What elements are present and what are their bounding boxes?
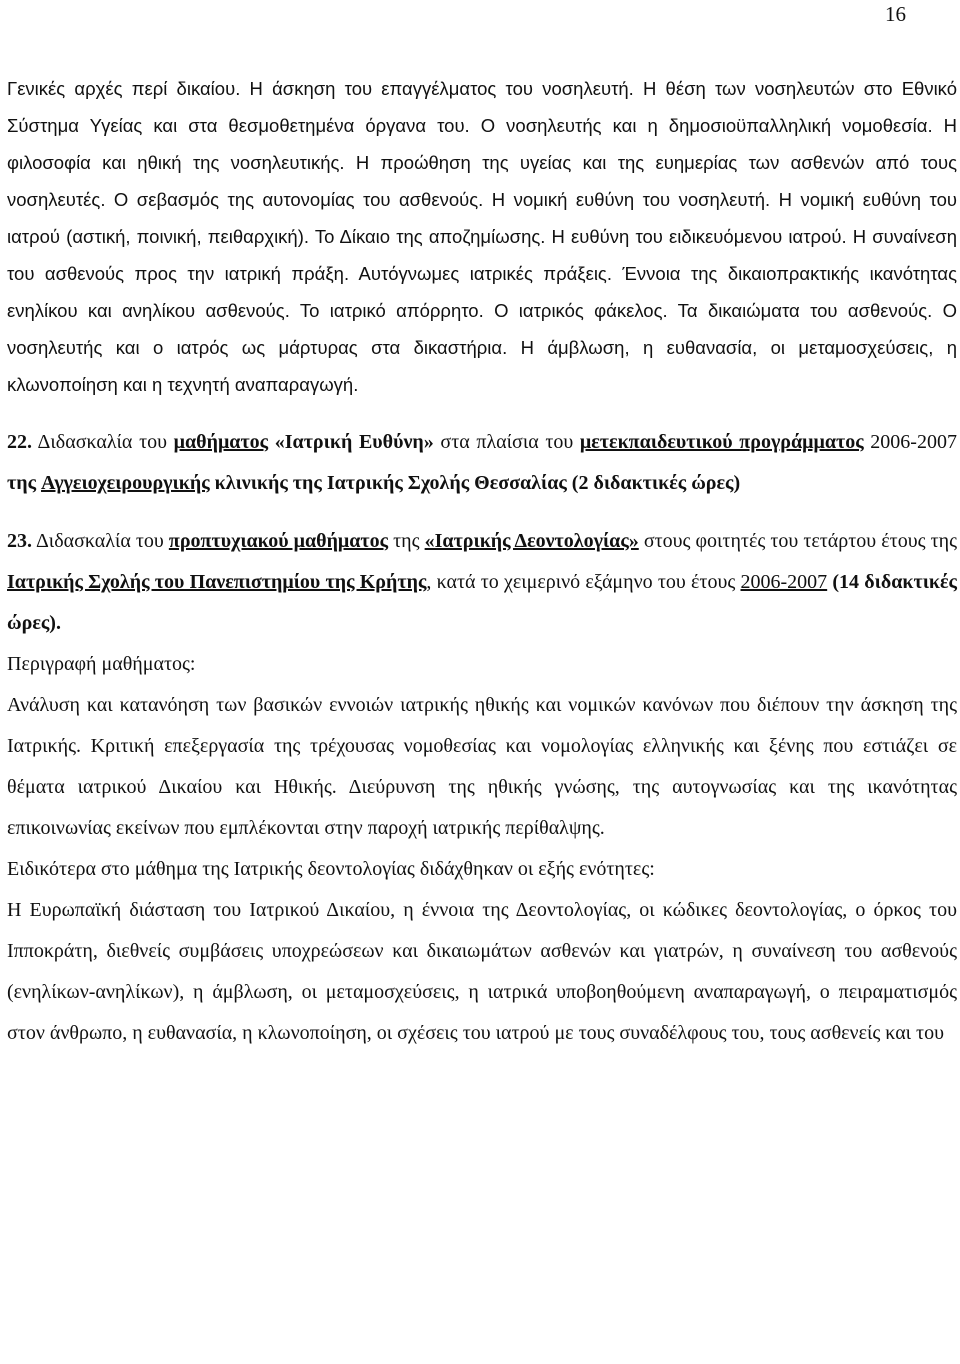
item-22-hours: (2 διδακτικές ώρες) (566, 472, 741, 494)
item-22-text-1: Διδασκαλία του (32, 431, 174, 453)
item-22-number: 22. (7, 431, 32, 453)
item-22-program-type: μετεκπαιδευτικού προγράμματος (579, 431, 864, 453)
item-22-text-2 (268, 431, 275, 453)
item-23-school: Ιατρικής Σχολής του Πανεπιστημίου της Κρήτης (7, 571, 427, 593)
item-22-school: κλινικής της Ιατρικής Σχολής Θεσσαλίας (214, 472, 567, 494)
page-number: 16 (885, 2, 906, 26)
item-22-department: Αγγειοχειρουργικής (41, 472, 210, 494)
item-22-course-title: «Ιατρική Ευθύνη» (274, 431, 434, 453)
course-topics-paragraph: Γενικές αρχές περί δικαίου. Η άσκηση του επαγγέλματος του νοσηλευτή. Η θέση των νοσηλευτών στο Εθνικό Σύστημα Υγείας και στα θεσμοθετημένα όργανα του. Ο νοσηλευτής και η δημοσιοϋπαλληλική νομοθεσία. Η φιλοσοφία και ηθική της νοσηλευτικής. Η προώθηση της υγείας και της ευημερίας των ασθενών από τους νοσηλευτές. Ο σεβασμός της αυτονομίας του ασθενούς. Η νομική ευθύνη του νοσηλευτή. Η νομική ευθύνη του ιατρού (αστική, ποινική, πειθαρχική). Το Δίκαιο της αποζημίωσης. Η ευθύνη του ειδικευόμενου ιατρού. Η συναίνεση του ασθενούς προς την ιατρική πράξη. Αυτόγνωμες ιατρικές πράξεις. Έννοια της δικαιοπρακτικής ικανότητας ενηλίκου και ανηλίκου ασθενούς. Το ιατρικό απόρρητο. Ο ιατρικός φάκελος. Τα δικαιώματα του ασθενούς. Ο νοσηλευτής και ο ιατρός ως μάρτυρας στα δικαστήρια. Η άμβλωση, η ευθανασία, οι μεταμοσχεύσεις, η κλωνοποίηση και η τεχνητή αναπαραγωγή. (7, 78, 957, 395)
description-heading: Περιγραφή μαθήματος: (7, 653, 196, 675)
item-23-text-4: , κατά το χειμερινό εξάμηνο του έτους (426, 571, 741, 593)
item-22-paragraph (7, 422, 957, 504)
item-22-year: 2006-2007 (863, 431, 957, 453)
item-23-year: 2006-2007 (740, 571, 828, 593)
item-23-number: 23. (7, 530, 32, 552)
item-23-text-2: της (388, 530, 425, 552)
item-23-hours: (14 διδακτικές ώρες). (7, 571, 957, 634)
topics-paragraph: Η Ευρωπαϊκή διάσταση του Ιατρικού Δικαίου, η έννοια της Δεοντολογίας, οι κώδικες δεοντολογίας, ο όρκος του Ιπποκράτη, διεθνείς συμβάσεις υποχρεώσεων και δικαιωμάτων ασθενών και γιατρών, η συναίνεση του ασθενούς (ενηλίκων-ανηλίκων), η άμβλωση, οι μεταμοσχεύσεις, η ιατρικά υποβοηθούμενη αναπαραγωγή, ο πειραματισμός στον άνθρωπο, η ευθανασία, η κλωνοποίηση, οι σχέσεις του ιατρού με τους συναδέλφους του, τους ασθενείς και του (7, 899, 957, 1044)
item-23-paragraph (7, 521, 957, 644)
item-23-course-type: προπτυχιακού μαθήματος (168, 530, 389, 552)
topics-heading: Ειδικότερα στο μάθημα της Ιατρικής δεοντολογίας διδάχθηκαν οι εξής ενότητες: (7, 858, 655, 880)
item-22-text-bold-1: της (7, 472, 37, 494)
item-23-course-title: «Ιατρικής Δεοντολογίας» (424, 530, 639, 552)
item-23-text-1: Διδασκαλία του (32, 530, 169, 552)
description-paragraph: Ανάλυση και κατανόηση των βασικών εννοιών ιατρικής ηθικής και νομικών κανόνων που διέπουν την άσκηση της Ιατρικής. Κριτική επεξεργασία της τρέχουσας νομοθεσίας και νομολογίας ελληνικής και ξένης που εστιάζει σε θέματα ιατρικού Δικαίου και Ηθικής. Διεύρυνση της ηθικής γνώσης, της αυτογνωσίας και της ικανότητας επικοινωνίας εκείνων που εμπλέκονται στην παροχή ιατρικής περίθαλψης. (7, 694, 957, 839)
item-22-course-label: μαθήματος (173, 431, 269, 453)
item-22-text-3: στα πλαίσια του (433, 431, 580, 453)
document-body (7, 70, 957, 1054)
item-23-text-3: στους φοιτητές του τετάρτου έτους της (638, 530, 957, 552)
